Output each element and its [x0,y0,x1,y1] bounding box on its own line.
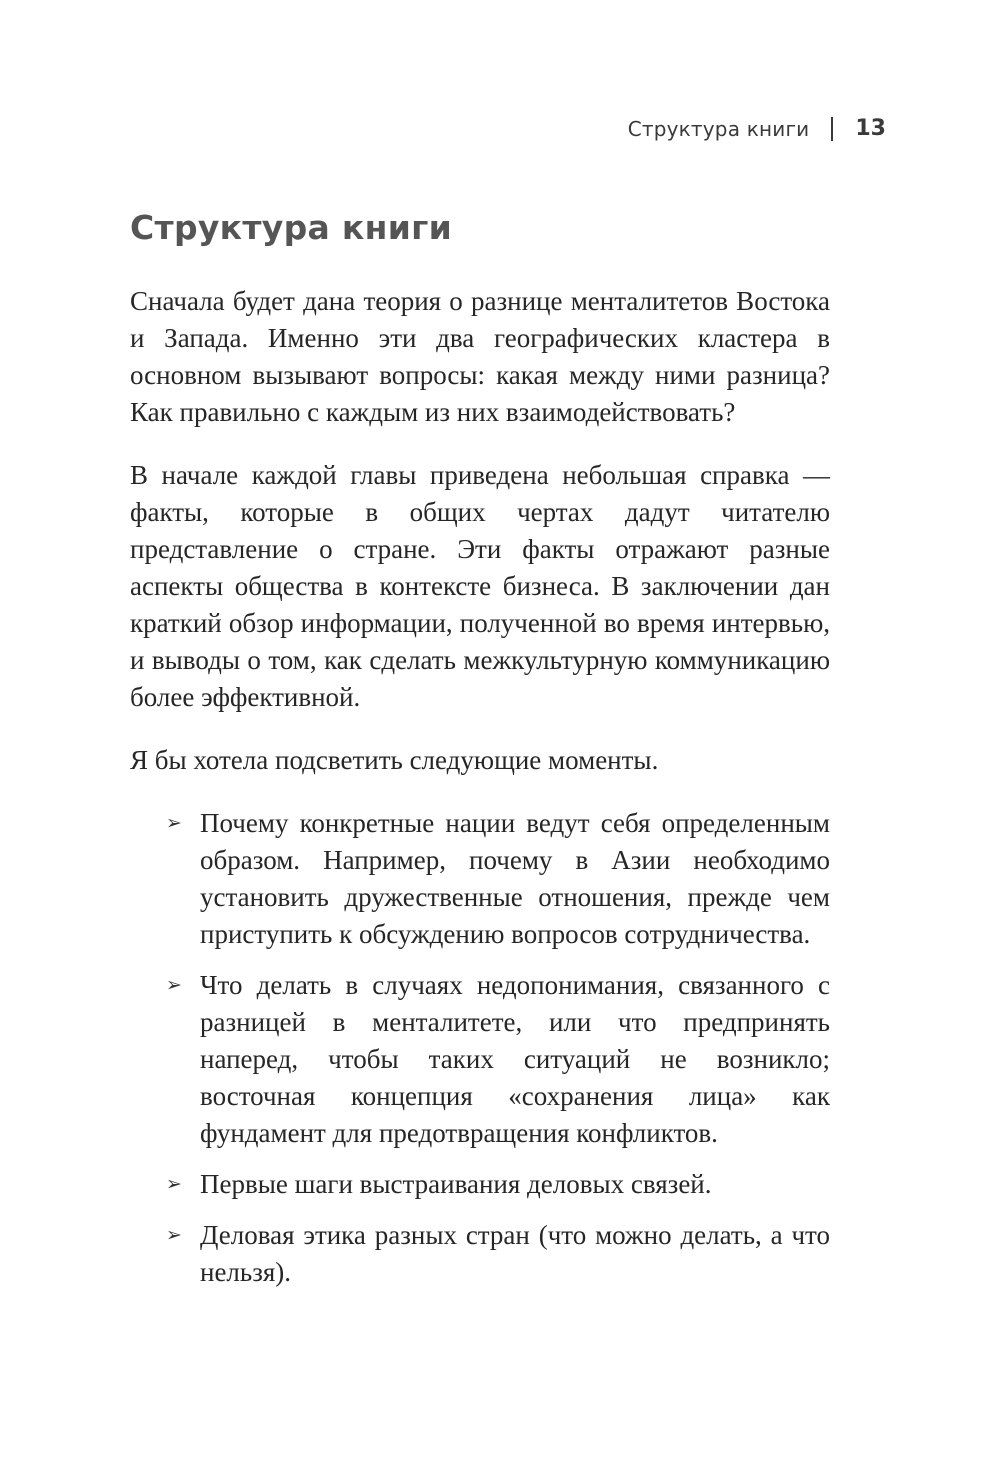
list-item-text: Что делать в случаях недопонимания, связанного с разницей в менталитете, или что предпринять наперед, чтобы таких ситуаций не возникло; восточная концепция «сохранения лица» как фундамент для предотвращения конфликтов. [200,970,830,1148]
list-item-text: Почему конкретные нации ведут себя определенным образом. Например, почему в Азии необходимо установить дружественные отношения, прежде чем приступить к обсуждению вопросов сотрудничества. [200,808,830,949]
list-item [130,967,830,1152]
body-text [130,283,830,1305]
list-item [130,1217,830,1291]
header-divider [831,117,833,141]
paragraph-1: Сначала будет дана теория о разнице менталитетов Востока и Запада. Именно эти два географических кластера в основном вызывают вопросы: какая между ними разница? Как правильно с каждым из них взаимодействовать? [130,286,830,427]
page-number: 13 [855,116,886,141]
chapter-title: Структура книги [130,208,453,247]
running-header-title: Структура книги [627,116,810,141]
arrowhead-bullet-icon: ➢ [166,812,182,834]
running-header [628,116,886,141]
list-item-text: Деловая этика разных стран (что можно делать, а что нельзя). [200,1220,830,1287]
arrowhead-bullet-icon: ➢ [166,1173,182,1195]
paragraph-2: В начале каждой главы приведена небольшая справка — факты, которые в общих чертах дадут читателю представление о стране. Эти факты отражают разные аспекты общества в контексте бизнеса. В заключении дан краткий обзор информации, полученной во время интервью, и выводы о том, как сделать межкультурную коммуникацию более эффективной. [130,460,830,712]
list-item [130,805,830,953]
paragraph-3: Я бы хотела подсветить следующие моменты. [130,745,659,775]
list-item [130,1166,830,1203]
arrowhead-bullet-icon: ➢ [166,974,182,996]
list-item-text: Первые шаги выстраивания деловых связей. [200,1169,712,1199]
bullet-list [130,805,830,1291]
arrowhead-bullet-icon: ➢ [166,1224,182,1246]
